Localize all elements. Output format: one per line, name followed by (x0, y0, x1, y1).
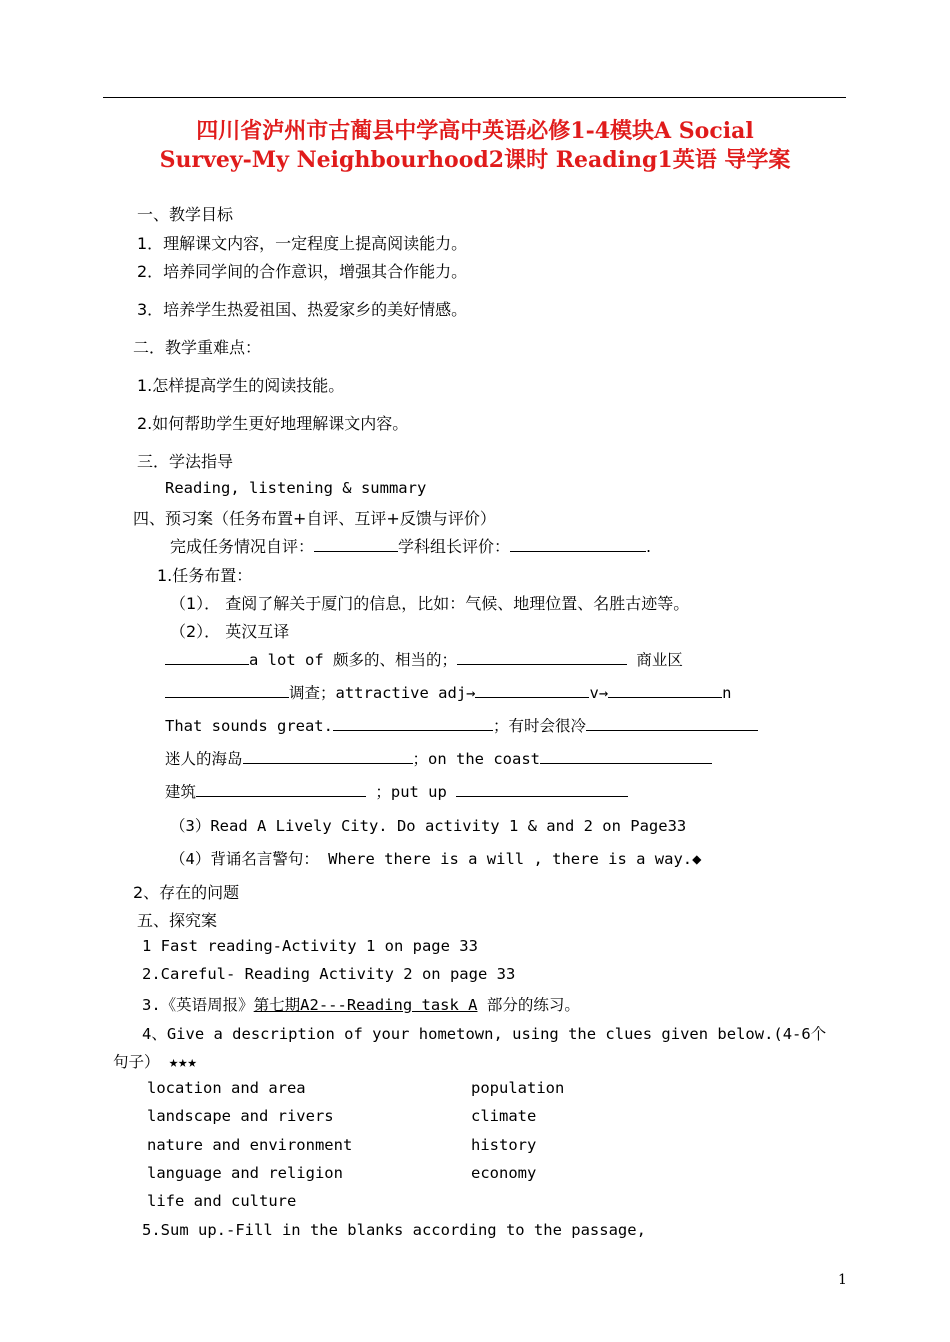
row4-text-a: 迷人的海岛 (165, 750, 243, 768)
item3-underlined: 第七期A2---Reading task A (253, 996, 478, 1014)
task4: （4）背诵名言警句： Where there is a will , there is a way.◆ (170, 850, 702, 868)
translation-row4 (165, 747, 712, 769)
blank-1[interactable] (165, 648, 249, 665)
sec3-heading: 三．学法指导 (137, 452, 234, 471)
clue-left-3: nature and environment (147, 1136, 353, 1154)
blank-3[interactable] (165, 681, 289, 698)
clue-right-4: economy (471, 1164, 537, 1182)
sec5-item1: 1 Fast reading-Activity 1 on page 33 (142, 937, 478, 955)
self-eval-line (170, 534, 651, 557)
blank-4[interactable] (475, 681, 589, 698)
row2-text-a: 调查；attractive adj→ (289, 684, 476, 702)
sec3-text: Reading, listening & summary (165, 479, 427, 497)
row4-text-b: ；on the coast (412, 750, 540, 768)
task-heading: 1.任务布置： (157, 566, 253, 585)
sec1-item1: 1．理解课文内容，一定程度上提高阅读能力。 (137, 234, 468, 253)
blank-8[interactable] (243, 747, 413, 764)
blank-11[interactable] (456, 780, 628, 797)
group-eval-blank[interactable] (510, 535, 646, 552)
sec2-item1: 1.怎样提高学生的阅读技能。 (137, 376, 345, 395)
row1-text-a: a lot of 颇多的、相当的； (249, 651, 457, 669)
clue-left-2: landscape and rivers (147, 1107, 334, 1125)
sec1-heading: 一、教学目标 (137, 205, 234, 224)
task1: （1）． 查阅了解关于厦门的信息，比如：气候、地理位置、名胜古迹等。 (170, 594, 690, 613)
task2: （2）． 英汉互译 (170, 622, 290, 641)
clue-left-5: life and culture (147, 1192, 297, 1210)
sec5-heading: 五、探究案 (137, 911, 218, 930)
clue-right-3: history (471, 1136, 537, 1154)
sec5-item4-line1: 4、Give a description of your hometown, using the clues given below.(4-6个 (142, 1025, 827, 1043)
row1-text-b: 商业区 (636, 651, 683, 669)
row5-text-b: ；put up (375, 783, 447, 801)
sec2-heading: 二．教学重难点： (133, 338, 262, 357)
header-rule (103, 97, 846, 98)
row3-text-b: ；有时会很冷 (492, 717, 586, 735)
sec5-item4-line2: 句子） ★★★ (113, 1053, 197, 1071)
row5-text-a: 建筑 (165, 783, 197, 801)
blank-2[interactable] (457, 648, 627, 665)
row2-text-c: n (722, 684, 732, 702)
self-eval-blank[interactable] (314, 535, 398, 552)
blank-9[interactable] (540, 747, 712, 764)
blank-5[interactable] (608, 681, 722, 698)
clue-right-1: population (471, 1079, 565, 1097)
row2-text-b: v→ (589, 684, 609, 702)
sec1-item2: 2．培养同学间的合作意识，增强其合作能力。 (137, 262, 468, 281)
problems-heading: 2、存在的问题 (133, 883, 240, 902)
sec4-heading: 四、预习案（任务布置+自评、互评+反馈与评价） (133, 509, 496, 528)
item3-pre: 3.《英语周报》 (142, 996, 254, 1014)
clue-right-2: climate (471, 1107, 537, 1125)
sec5-item5: 5.Sum up.-Fill in the blanks according to the passage, (142, 1221, 646, 1239)
eval-end-dot: . (646, 537, 652, 556)
blank-6[interactable] (333, 714, 493, 731)
sec5-item2: 2.Careful- Reading Activity 2 on page 33 (142, 965, 516, 983)
group-eval-label: 学科组长评价： (398, 537, 511, 556)
translation-row2 (165, 681, 732, 703)
doc-title-line2: Survey-My Neighbourhood2课时 Reading1英语 导学案 (159, 147, 791, 173)
blank-7[interactable] (586, 714, 758, 731)
sec1-item3: 3．培养学生热爱祖国、热爱家乡的美好情感。 (137, 300, 468, 319)
clue-left-4: language and religion (147, 1164, 343, 1182)
sec2-item2: 2.如何帮助学生更好地理解课文内容。 (137, 414, 409, 433)
sec5-item3 (142, 993, 580, 1015)
task3: （3）Read A Lively City. Do activity 1 & and 2 on Page33 (170, 817, 687, 835)
self-eval-label: 完成任务情况自评： (170, 537, 315, 556)
blank-10[interactable] (196, 780, 366, 797)
translation-row5 (165, 780, 628, 802)
row3-text-a: That sounds great. (165, 717, 333, 735)
translation-row1 (165, 648, 683, 670)
clue-left-1: location and area (147, 1079, 306, 1097)
translation-row3 (165, 714, 758, 736)
item3-post: 部分的练习。 (486, 996, 580, 1014)
doc-title-line1: 四川省泸州市古蔺县中学高中英语必修1-4模块A Social (196, 118, 754, 144)
page-number: 1 (838, 1272, 847, 1288)
